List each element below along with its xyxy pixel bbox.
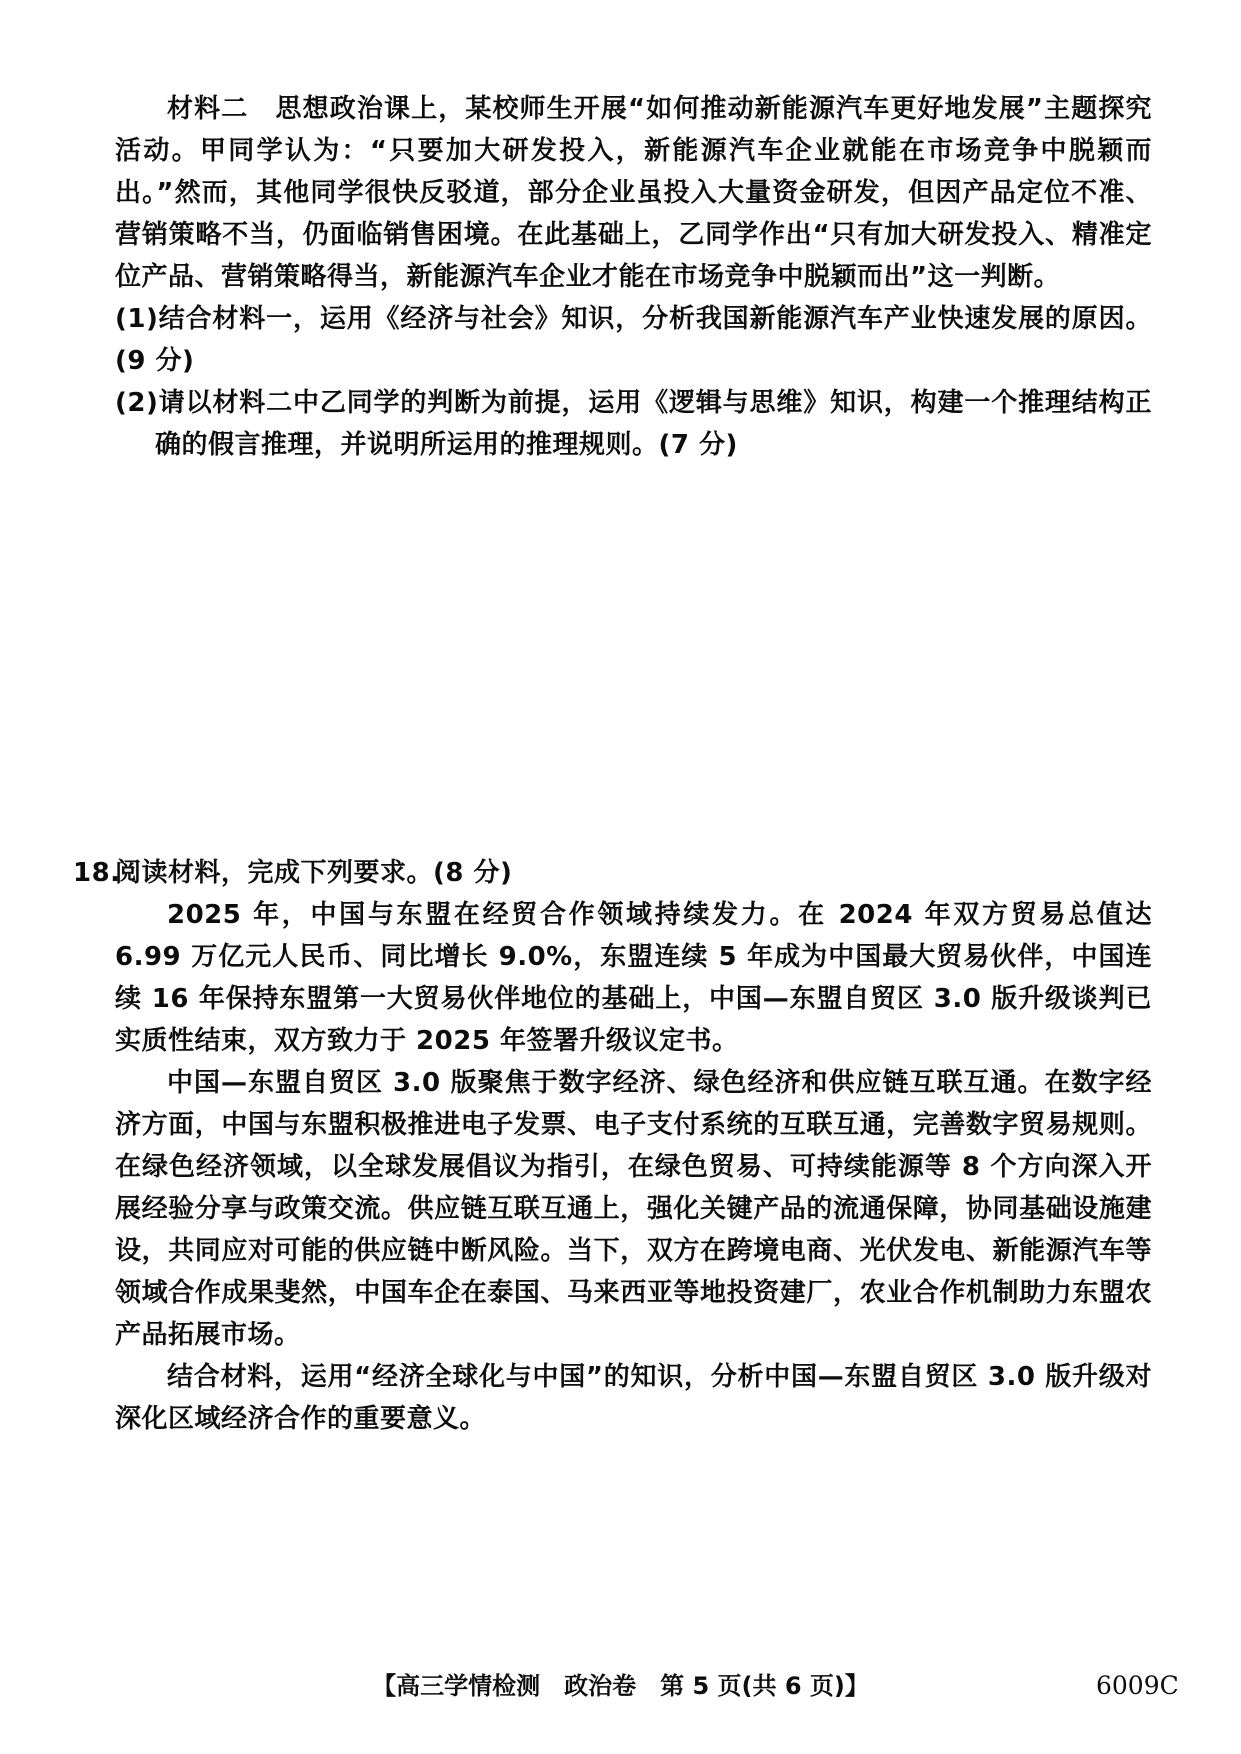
question-18-heading xyxy=(73,852,1152,894)
subquestion-2: (2)请以材料二中乙同学的判断为前提，运用《逻辑与思维》知识，构建一个推理结构正确的假言推理，并说明所运用的推理规则。(7 分) xyxy=(115,388,1152,460)
footer-paper-code: 6009C xyxy=(1096,1671,1179,1700)
question-18-section xyxy=(73,852,1152,1440)
question-18-number: 18. xyxy=(73,858,121,888)
question-18-paragraph-2: 中国—东盟自贸区 3.0 版聚焦于数字经济、绿色经济和供应链互联互通。在数字经济方面，中国与东盟积极推进电子发票、电子支付系统的互联互通，完善数字贸易规则。在绿色经济领域，以全球发展倡议为指引，在绿色贸易、可持续能源等 8 个方向深入开展经验分享与政策交流。供应链互联互通上，强化关键产品的流通保障，协同基础设施建设，共同应对可能的供应链中断风险。当下，双方在跨境电商、光伏发电、新能源汽车等领域合作成果斐然，中国车企在泰国、马来西亚等地投资建厂，农业合作机制助力东盟农产品拓展市场。 xyxy=(115,1068,1152,1350)
page-footer xyxy=(0,1668,1241,1704)
question-18-intro: 阅读材料，完成下列要求。(8 分) xyxy=(115,858,513,888)
subquestion-1: (1)结合材料一，运用《经济与社会》知识，分析我国新能源汽车产业快速发展的原因。(9 分) xyxy=(115,304,1152,376)
footer-title-page-number: 【高三学情检测 政治卷 第 5 页(共 6 页)】 xyxy=(372,1672,869,1700)
question-17-section xyxy=(115,88,1152,466)
material-2-paragraph: 材料二 思想政治课上，某校师生开展“如何推动新能源汽车更好地发展”主题探究活动。甲同学认为：“只要加大研发投入，新能源汽车企业就能在市场竞争中脱颖而出。”然而，其他同学很快反驳道，部分企业虽投入大量资金研发，但因产品定位不准、营销策略不当，仍面临销售困境。在此基础上，乙同学作出“只有加大研发投入、精准定位产品、营销策略得当，新能源汽车企业才能在市场竞争中脱颖而出”这一判断。 xyxy=(115,94,1152,292)
question-18-paragraph-1: 2025 年，中国与东盟在经贸合作领域持续发力。在 2024 年双方贸易总值达 6.99 万亿元人民币、同比增长 9.0%，东盟连续 5 年成为中国最大贸易伙伴，中国连续 16 年保持东盟第一大贸易伙伴地位的基础上，中国—东盟自贸区 3.0 版升级谈判已实质性结束，双方致力于 2025 年签署升级议定书。 xyxy=(115,900,1152,1056)
question-18-task: 结合材料，运用“经济全球化与中国”的知识，分析中国—东盟自贸区 3.0 版升级对深化区域经济合作的重要意义。 xyxy=(115,1362,1152,1434)
